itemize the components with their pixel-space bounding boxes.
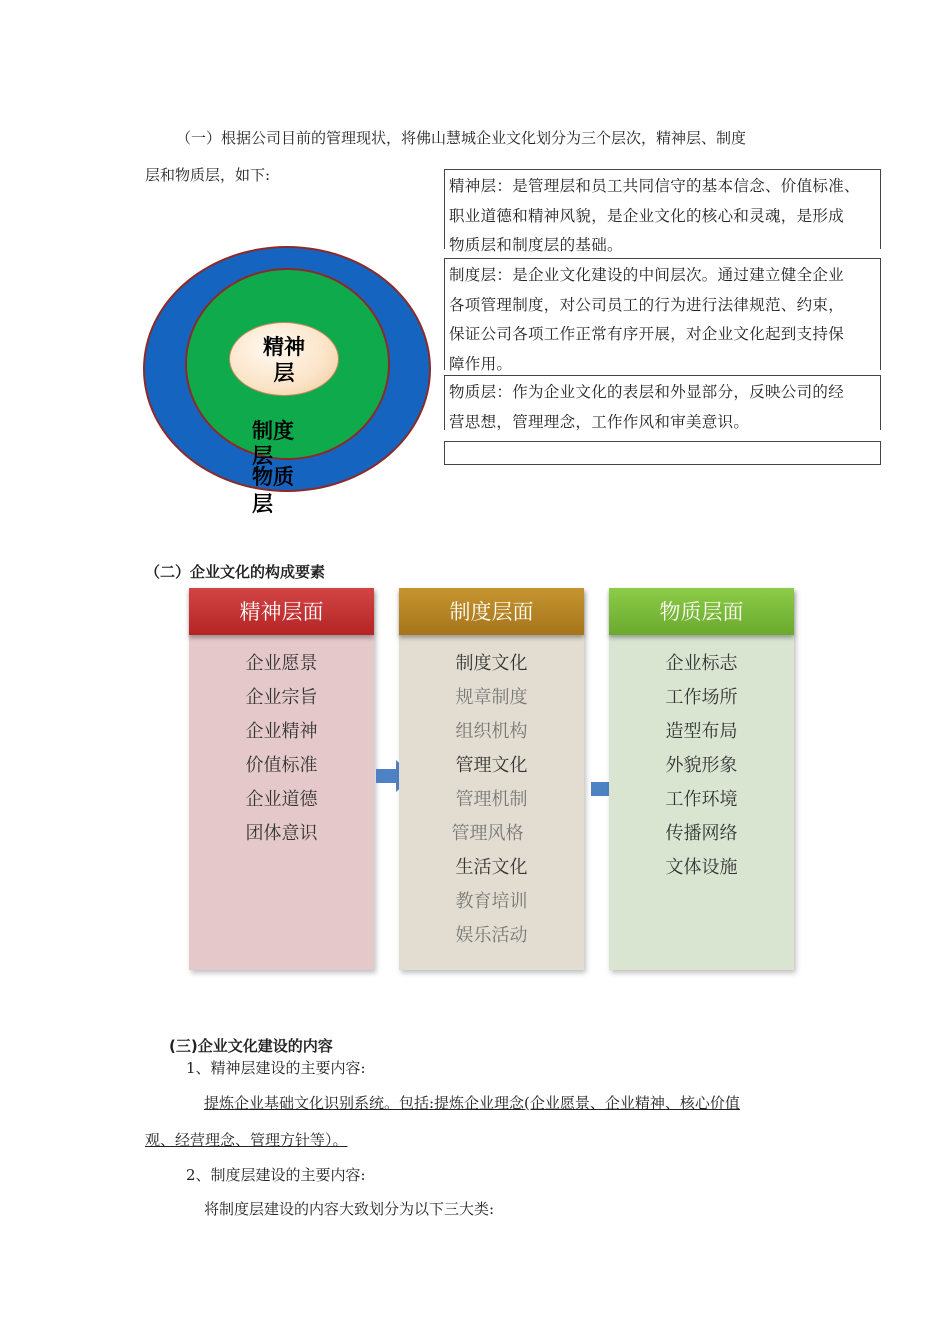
item-2-title: 2、制度层建设的主要内容: <box>186 1166 366 1184</box>
list-item: 娱乐活动 <box>455 925 528 946</box>
box-line: 各项管理制度，对公司员工的行为进行法律规范、约束， <box>449 295 845 314</box>
list-item: 文体设施 <box>665 857 738 878</box>
spirit-layer-description <box>444 169 881 254</box>
box-line: 精神层：是管理层和员工共同信守的基本信念、价值标准、 <box>449 177 860 195</box>
material-aspect-card <box>609 588 794 970</box>
box-line: 障作用。 <box>449 354 513 373</box>
intro-line-1: （一）根据公司目前的管理现状，将佛山慧城企业文化划分为三个层次，精神层、制度 <box>176 129 747 147</box>
box-line: 保证公司各项工作正常有序开展，对企业文化起到支持保 <box>449 325 845 343</box>
box-line: 制度层：是企业文化建设的中间层次。通过建立健全企业 <box>449 266 845 284</box>
system-layer-description <box>444 258 881 373</box>
list-item: 企业愿景 <box>245 653 318 674</box>
list-item: 企业标志 <box>665 653 738 674</box>
spirit-layer-label-1: 精神 <box>263 335 305 359</box>
section-3-heading: (三)企业文化建设的内容 <box>169 1037 333 1055</box>
list-item: 教育培训 <box>455 891 528 912</box>
list-item: 生活文化 <box>455 857 528 878</box>
item-2-body: 将制度层建设的内容大致划分为以下三大类: <box>204 1200 495 1218</box>
item-1-body-line-2: 观、经营理念、管理方针等）。 <box>145 1131 348 1149</box>
list-item: 规章制度 <box>455 687 528 708</box>
material-layer-description <box>444 375 881 430</box>
list-item: 制度文化 <box>455 653 528 674</box>
item-1-body-line-1: 提炼企业基础文化识别系统。包括:提炼企业理念(企业愿景、企业精神、核心价值 <box>204 1094 740 1112</box>
list-item: 企业精神 <box>245 721 318 742</box>
material-layer-label-1: 物质 <box>252 465 294 489</box>
list-item: 传播网络 <box>665 823 738 844</box>
box-line: 物质层：作为企业文化的表层和外显部分，反映公司的经 <box>449 383 845 401</box>
list-item: 工作场所 <box>665 687 738 708</box>
system-aspect-title: 制度层面 <box>399 588 584 635</box>
section-2-heading: （二）企业文化的构成要素 <box>145 563 326 581</box>
list-item: 管理文化 <box>455 755 528 776</box>
system-layer-label-1: 制度 <box>252 419 294 443</box>
list-item: 管理风格 <box>451 823 524 844</box>
system-aspect-card <box>399 588 584 970</box>
spirit-aspect-card <box>189 588 374 970</box>
list-item: 外貌形象 <box>665 755 738 776</box>
list-item: 工作环境 <box>665 789 738 810</box>
material-layer-label-2: 层 <box>252 492 273 516</box>
list-item: 团体意识 <box>245 823 318 844</box>
box-line: 职业道德和精神风貌，是企业文化的核心和灵魂，是形成 <box>449 206 845 225</box>
spirit-aspect-title: 精神层面 <box>189 588 374 635</box>
spirit-layer-label-2: 层 <box>273 361 295 385</box>
intro-line-2: 层和物质层，如下: <box>145 166 271 184</box>
system-layer-label-2: 层 <box>252 444 273 468</box>
list-item: 价值标准 <box>245 755 318 776</box>
empty-box <box>444 441 881 465</box>
box-line: 物质层和制度层的基础。 <box>449 236 623 254</box>
material-aspect-title: 物质层面 <box>609 588 794 635</box>
list-item: 企业道德 <box>245 789 318 810</box>
item-1-title: 1、精神层建设的主要内容: <box>186 1059 366 1077</box>
list-item: 组织机构 <box>455 721 528 742</box>
list-item: 管理机制 <box>455 789 528 810</box>
list-item: 企业宗旨 <box>245 687 318 708</box>
box-line: 营思想，管理理念，工作作风和审美意识。 <box>449 412 750 431</box>
list-item: 造型布局 <box>665 721 738 742</box>
